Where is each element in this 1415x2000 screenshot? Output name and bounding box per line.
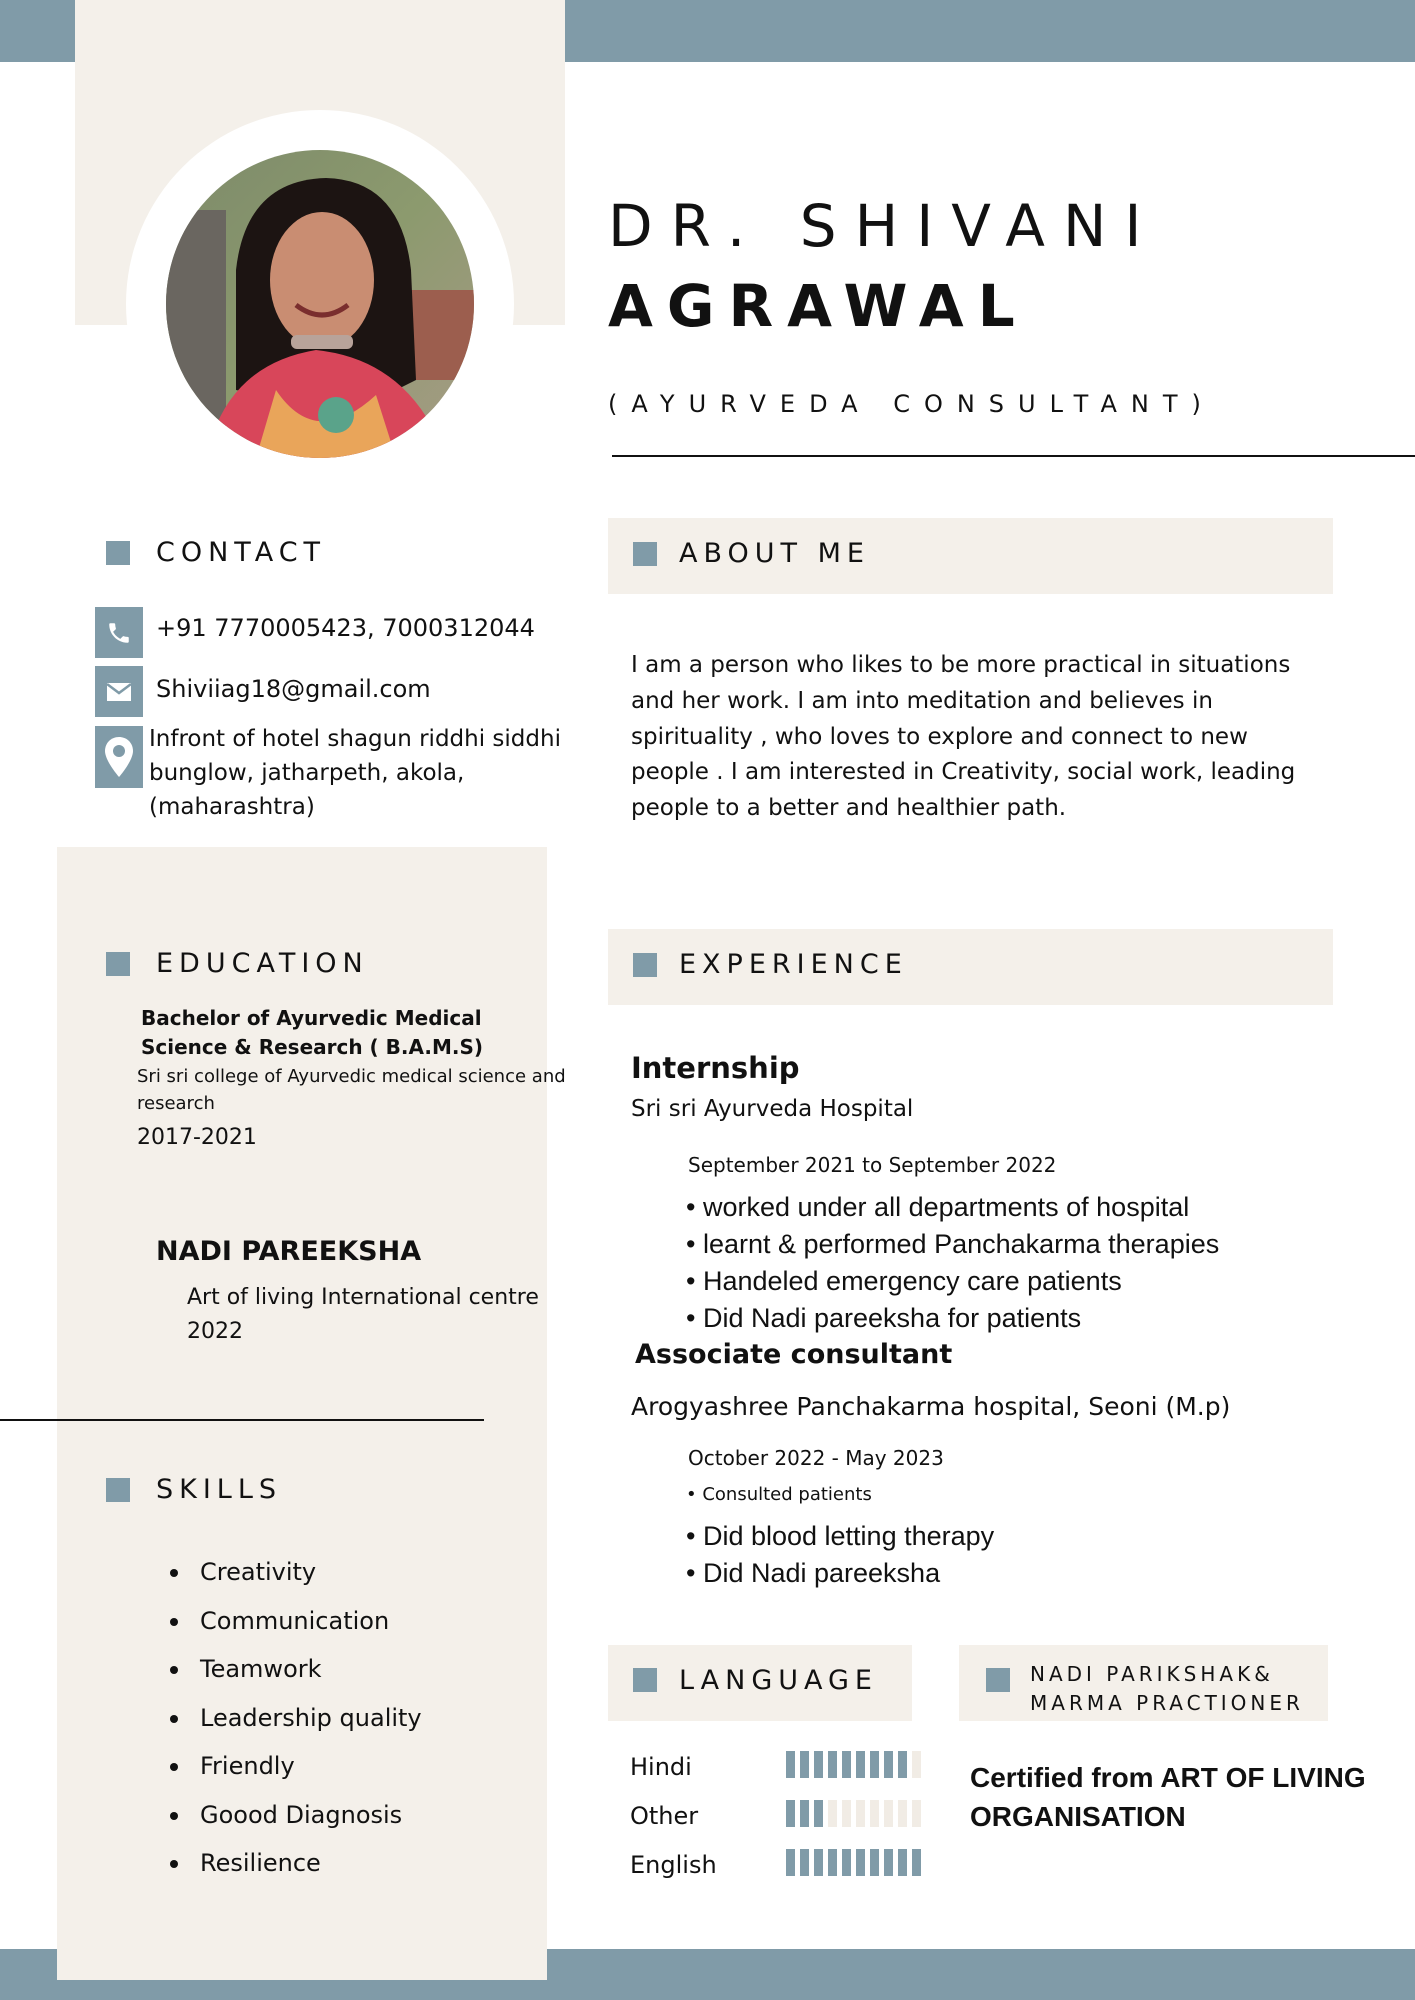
address-line2: bunglow, jatharpeth, akola, <box>149 760 465 786</box>
language-level-bar <box>786 1849 921 1876</box>
language-level-segment <box>814 1849 823 1876</box>
certification-square-icon <box>986 1668 1010 1692</box>
language-level-segment <box>912 1800 921 1827</box>
certification-heading-line1: NADI PARIKSHAK& <box>1030 1662 1274 1686</box>
job1-role: Internship <box>631 1051 800 1085</box>
language-level-segment <box>870 1800 879 1827</box>
language-square-icon <box>633 1668 657 1692</box>
education-years: 2017-2021 <box>137 1125 257 1150</box>
skills-list <box>170 1548 422 1888</box>
skill-item: Resilience <box>170 1839 422 1888</box>
about-line5: people to a better and healthier path. <box>631 795 1067 821</box>
language-level-segment <box>842 1800 851 1827</box>
language-level-segment <box>884 1751 893 1778</box>
language-level-segment <box>912 1751 921 1778</box>
mail-icon <box>95 666 143 717</box>
language-name: English <box>630 1851 717 1879</box>
language-level-segment <box>856 1751 865 1778</box>
language-level-segment <box>898 1800 907 1827</box>
language-level-segment <box>870 1751 879 1778</box>
language-level-segment <box>912 1849 921 1876</box>
job2-place: Arogyashree Panchakarma hospital, Seoni (M.p) <box>631 1392 1231 1421</box>
role-title: (AYURVEDA CONSULTANT) <box>608 390 1215 418</box>
job2-small-bullet: • Consulted patients <box>686 1484 872 1505</box>
language-level-segment <box>856 1800 865 1827</box>
education-square-icon <box>106 952 130 976</box>
contact-square-icon <box>106 541 130 565</box>
job1-bullet: • Handeled emergency care patients <box>686 1266 1122 1296</box>
certification-heading-line2: MARMA PRACTIONER <box>1030 1691 1304 1715</box>
language-row <box>630 1796 930 1836</box>
skills-square-icon <box>106 1478 130 1502</box>
language-level-segment <box>800 1849 809 1876</box>
experience-square-icon <box>633 953 657 977</box>
job2-bullet: • Did Nadi pareeksha <box>686 1558 941 1588</box>
about-line2: and her work. I am into meditation and believes in <box>631 688 1213 714</box>
college-line1: Sri sri college of Ayurvedic medical science and <box>137 1066 566 1087</box>
language-level-segment <box>842 1849 851 1876</box>
language-heading: LANGUAGE <box>679 1665 878 1696</box>
job1-dates: September 2021 to September 2022 <box>688 1153 1057 1177</box>
avatar <box>166 150 474 458</box>
about-line4: people . I am interested in Creativity, social work, leading <box>631 759 1296 785</box>
job1-bullet: • worked under all departments of hospital <box>686 1192 1190 1222</box>
language-level-bar <box>786 1751 921 1778</box>
course-org: Art of living International centre <box>187 1285 539 1310</box>
education-heading: EDUCATION <box>156 948 369 979</box>
job1-bullets <box>686 1189 1219 1337</box>
skill-item: Friendly <box>170 1742 422 1791</box>
skill-item: Leadership quality <box>170 1694 422 1743</box>
language-level-segment <box>814 1800 823 1827</box>
course-year: 2022 <box>187 1319 243 1344</box>
skill-item: Communication <box>170 1597 422 1646</box>
language-level-segment <box>786 1849 795 1876</box>
language-level-segment <box>828 1751 837 1778</box>
job1-bullet: • learnt & performed Panchakarma therapies <box>686 1229 1220 1259</box>
language-row <box>630 1747 930 1787</box>
address-line1: Infront of hotel shagun riddhi siddhi <box>149 726 561 752</box>
college-line2: research <box>137 1093 215 1114</box>
certification-line1: Certified from ART OF LIVING <box>970 1762 1366 1793</box>
language-row <box>630 1845 930 1885</box>
about-line3: spirituality , who loves to explore and connect to new <box>631 724 1248 750</box>
certification-line2: ORGANISATION <box>970 1801 1186 1832</box>
job2-bullet: • Did blood letting therapy <box>686 1521 995 1551</box>
header-divider <box>612 455 1415 457</box>
language-level-segment <box>898 1751 907 1778</box>
language-level-segment <box>814 1751 823 1778</box>
language-level-segment <box>870 1849 879 1876</box>
language-level-segment <box>884 1800 893 1827</box>
language-level-segment <box>856 1849 865 1876</box>
name-last: AGRAWAL <box>608 272 1029 340</box>
language-level-segment <box>786 1800 795 1827</box>
language-level-segment <box>828 1849 837 1876</box>
phone-icon <box>95 607 143 658</box>
language-level-segment <box>828 1800 837 1827</box>
skill-item: Teamwork <box>170 1645 422 1694</box>
job2-dates: October 2022 - May 2023 <box>688 1446 944 1470</box>
language-level-segment <box>898 1849 907 1876</box>
course-title: NADI PAREEKSHA <box>156 1236 422 1267</box>
about-line1: I am a person who likes to be more practical in situations <box>631 652 1291 678</box>
location-pin-icon <box>95 726 143 788</box>
language-level-segment <box>786 1751 795 1778</box>
job1-place: Sri sri Ayurveda Hospital <box>631 1096 914 1122</box>
job1-bullet: • Did Nadi pareeksha for patients <box>686 1303 1082 1333</box>
job2-role: Associate consultant <box>635 1339 953 1370</box>
language-level-bar <box>786 1800 921 1827</box>
skills-heading: SKILLS <box>156 1474 283 1505</box>
language-level-segment <box>884 1849 893 1876</box>
name-first: DR. SHIVANI <box>608 192 1160 260</box>
education-divider <box>0 1419 484 1421</box>
skill-item: Creativity <box>170 1548 422 1597</box>
degree-line1: Bachelor of Ayurvedic Medical <box>141 1006 482 1030</box>
language-name: Hindi <box>630 1753 692 1781</box>
phone-text[interactable]: +91 7770005423, 7000312044 <box>156 614 535 642</box>
job2-bullets <box>686 1518 994 1592</box>
language-name: Other <box>630 1802 699 1830</box>
skill-item: Goood Diagnosis <box>170 1791 422 1840</box>
language-level-segment <box>842 1751 851 1778</box>
about-square-icon <box>633 542 657 566</box>
certification-heading <box>1030 1660 1304 1718</box>
contact-heading: CONTACT <box>156 537 327 568</box>
address-line3: (maharashtra) <box>149 794 315 820</box>
experience-heading: EXPERIENCE <box>679 949 908 980</box>
email-text[interactable]: Shiviiag18@gmail.com <box>156 675 431 703</box>
language-level-segment <box>800 1751 809 1778</box>
language-level-segment <box>800 1800 809 1827</box>
degree-line2: Science & Research ( B.A.M.S) <box>141 1035 483 1059</box>
about-heading: ABOUT ME <box>679 538 870 569</box>
